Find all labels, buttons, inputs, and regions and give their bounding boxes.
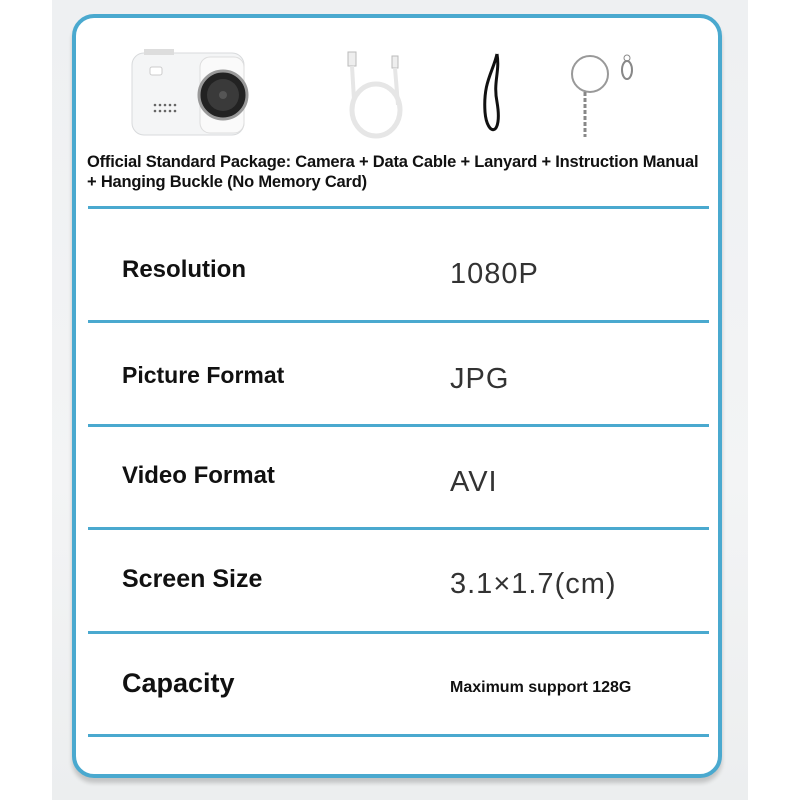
spec-value-video-format: AVI [450, 466, 498, 498]
data-cable-icon [340, 50, 410, 140]
divider [88, 527, 709, 530]
divider [88, 631, 709, 634]
spec-label-video-format: Video Format [122, 462, 275, 489]
lanyard-icon [475, 52, 515, 142]
camera-icon [130, 45, 250, 140]
spec-value-resolution: 1080P [450, 258, 539, 290]
spec-value-screen-size: 3.1×1.7(cm) [450, 568, 617, 600]
divider [88, 734, 709, 737]
spec-label-resolution: Resolution [122, 256, 246, 283]
divider [88, 206, 709, 209]
spec-label-capacity: Capacity [122, 668, 235, 698]
spec-value-picture-format: JPG [450, 363, 510, 395]
spec-label-picture-format: Picture Format [122, 362, 285, 388]
divider [88, 320, 709, 323]
spec-label-screen-size: Screen Size [122, 565, 263, 593]
hanging-buckle-icon [565, 52, 645, 142]
divider [88, 424, 709, 427]
spec-value-capacity: Maximum support 128G [450, 679, 632, 696]
package-contents-text: Official Standard Package: Camera + Data Cable + Lanyard + Instruction Manual + Hanging Buckle (No Memory Card) [87, 153, 699, 191]
